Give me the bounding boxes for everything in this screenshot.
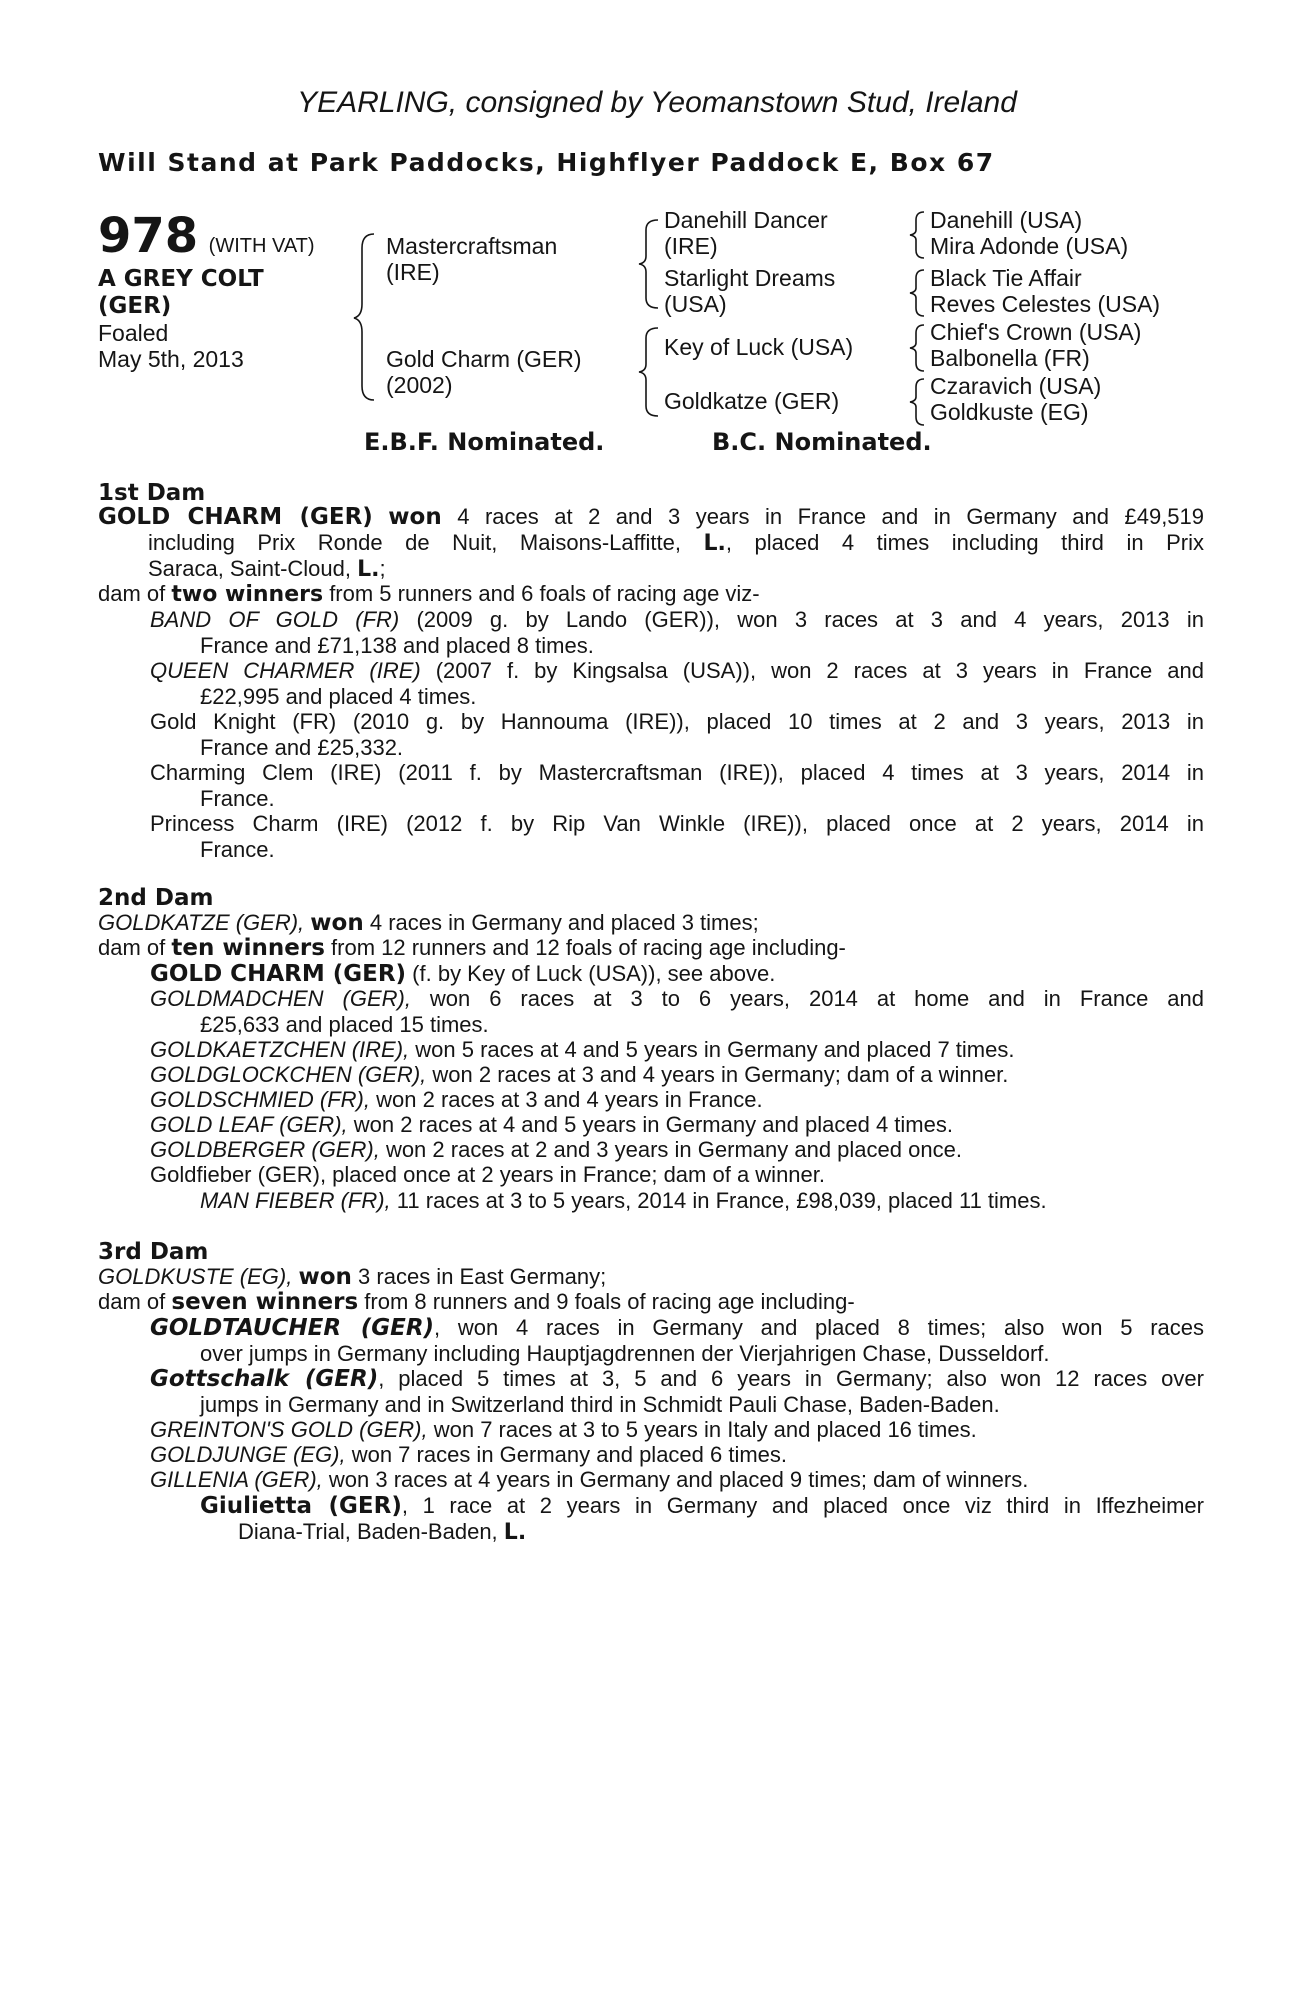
dam2-offspring-2: [150, 986, 1204, 1012]
pedigree-brace-main: [350, 232, 380, 402]
dam1-offspring-3: Gold Knight (FR) (2010 g. by Hannouma (IRE)), placed 10 times at 2 and 3 years, 2013 in: [150, 709, 1204, 734]
dam-name: Gold Charm (GER): [386, 346, 582, 372]
dam3-offspring-5-foal: [200, 1493, 1204, 1519]
dam2-line-1: [98, 910, 759, 936]
dam1-text: dam of: [98, 581, 166, 606]
ancestor-3: Black Tie Affair: [930, 265, 1082, 291]
offspring-name: Gottschalk (GER): [150, 1366, 379, 1392]
dam2-produce-summary: [98, 935, 846, 961]
dam1-offspring-5-cont: France.: [200, 837, 275, 862]
offspring-record: won 7 races in Germany and placed 6 times.: [351, 1442, 788, 1467]
dam3-won: won: [298, 1264, 352, 1290]
pedigree-brace-dam: [636, 326, 662, 418]
dam2-offspring-4: [150, 1062, 1008, 1088]
offspring-name: GREINTON'S GOLD (GER),: [150, 1417, 428, 1442]
offspring-name: GOLDTAUCHER (GER): [150, 1315, 435, 1341]
offspring-name: GOLD LEAF (GER),: [150, 1112, 348, 1137]
dam2-offspring-2-cont: £25,633 and placed 15 times.: [200, 1012, 489, 1037]
dam3-text: dam of: [98, 1289, 166, 1314]
lot-description-2: (GER): [98, 293, 172, 319]
dam3-produce-summary: [98, 1289, 855, 1315]
dam1-offspring-3-cont: France and £25,332.: [200, 735, 404, 760]
pedigree-brace-g4: [906, 377, 928, 427]
dam2-offspring-6: [150, 1112, 953, 1138]
dam1-offspring-1-cont: France and £71,138 and placed 8 times.: [200, 633, 594, 658]
offspring-record: 11 races at 3 to 5 years, 2014 in France, £98,039, placed 11 times.: [396, 1188, 1047, 1213]
offspring-record: won 3 races at 4 years in Germany and placed 9 times; dam of winners.: [328, 1467, 1029, 1492]
offspring-record: (2007 f. by Kingsalsa (USA)), won 2 races at 3 years in France and: [435, 658, 1204, 683]
dam1-text: Saraca, Saint-Cloud,: [148, 556, 351, 581]
offspring-name: QUEEN CHARMER (IRE): [150, 658, 421, 683]
offspring-record: (2009 g. by Lando (GER)), won 3 races at 3 and 4 years, 2013 in: [416, 607, 1204, 632]
ancestor-4: Reves Celestes (USA): [930, 291, 1161, 317]
dam1-offspring-2: [150, 658, 1204, 684]
sire-sire-name: Danehill Dancer: [664, 207, 828, 233]
offspring-name: Giulietta (GER): [200, 1493, 402, 1519]
dam2-name: GOLDKATZE (GER),: [98, 910, 305, 935]
pedigree-brace-g2: [906, 268, 928, 318]
offspring-record: won 2 races at 3 and 4 years in Germany; dam of a winner.: [432, 1062, 1009, 1087]
lot-description-1: A GREY COLT: [98, 266, 264, 292]
dam1-record: 4 races at 2 and 3 years in France and in Germany and £49,519: [457, 504, 1205, 529]
sire-country: (IRE): [386, 259, 440, 285]
offspring-name: MAN FIEBER (FR),: [200, 1188, 391, 1213]
ancestor-7: Czaravich (USA): [930, 373, 1102, 399]
offspring-record: won 2 races at 2 and 3 years in Germany and placed once.: [385, 1137, 962, 1162]
dam3-heading: 3rd Dam: [98, 1239, 209, 1265]
sire-name: Mastercraftsman: [386, 233, 558, 259]
offspring-record: (f. by Key of Luck (USA)), see above.: [412, 961, 776, 986]
dam3-offspring-1: [150, 1315, 1204, 1341]
offspring-record: , won 4 races in Germany and placed 8 times; also won 5 races: [434, 1315, 1205, 1340]
dam2-record: 4 races in Germany and placed 3 times;: [369, 910, 759, 935]
dam1-won: won: [388, 504, 442, 530]
dam1-offspring-4: Charming Clem (IRE) (2011 f. by Mastercraftsman (IRE)), placed 4 times at 3 years, 2014 in: [150, 760, 1204, 785]
dam1-name: GOLD CHARM (GER): [98, 504, 373, 530]
dam1-produce-summary: [98, 581, 760, 608]
ancestor-1: Danehill (USA): [930, 207, 1083, 233]
offspring-name: GOLDSCHMIED (FR),: [150, 1087, 370, 1112]
offspring-name: GOLDMADCHEN (GER),: [150, 986, 411, 1011]
dam2-offspring-7: [150, 1137, 962, 1163]
dam1-heading: 1st Dam: [98, 480, 206, 506]
dam1-line-1: [98, 504, 1204, 530]
offspring-record: won 5 races at 4 and 5 years in Germany and placed 7 times.: [415, 1037, 1015, 1062]
dam1-line-3: [148, 556, 386, 583]
dam-year: (2002): [386, 372, 453, 398]
dam3-offspring-1-cont: over jumps in Germany including Hauptjagdrennen der Vierjahrigen Chase, Dusseldorf.: [200, 1341, 1050, 1366]
dam3-offspring-2-cont: jumps in Germany and in Switzerland third in Schmidt Pauli Chase, Baden-Baden.: [200, 1392, 1000, 1417]
pedigree-brace-g3: [906, 323, 928, 373]
offspring-record: won 7 races at 3 to 5 years in Italy and placed 16 times.: [433, 1417, 977, 1442]
offspring-name: GILLENIA (GER),: [150, 1467, 323, 1492]
offspring-record: , placed 5 times at 3, 5 and 6 years in Germany; also won 12 races over: [378, 1366, 1204, 1391]
offspring-record: won 6 races at 3 to 6 years, 2014 at home and in France and: [429, 986, 1204, 1011]
dam3-offspring-2: [150, 1366, 1204, 1392]
sire-dam-name: Starlight Dreams: [664, 265, 836, 291]
dam1-offspring-4-cont: France.: [200, 786, 275, 811]
dam1-text: including Prix Ronde de Nuit, Maisons-Laffitte,: [148, 530, 681, 555]
consignment-title: YEARLING, consigned by Yeomanstown Stud, Ireland: [297, 86, 1017, 119]
dam2-text: dam of: [98, 935, 166, 960]
dam2-offspring-5: [150, 1087, 763, 1113]
dam2-text: from 12 runners and 12 foals of racing age including-: [331, 935, 846, 960]
winners-count: two winners: [171, 582, 324, 607]
offspring-name: GOLDGLOCKCHEN (GER),: [150, 1062, 427, 1087]
ancestor-6: Balbonella (FR): [930, 345, 1090, 371]
dam3-record: 3 races in East Germany;: [358, 1264, 607, 1289]
dam1-line-2: [148, 530, 1204, 557]
dam2-offspring-8-foal: [200, 1188, 1047, 1214]
dam3-line-1: [98, 1264, 606, 1290]
pedigree-brace-g1: [906, 210, 928, 260]
listed-mark: L.: [703, 531, 726, 556]
dam1-offspring-1: [150, 607, 1204, 633]
ebf-nominated: E.B.F. Nominated.: [364, 428, 605, 456]
dam1-text: ;: [379, 556, 386, 581]
sire-sire-country: (IRE): [664, 233, 718, 259]
ancestor-8: Goldkuste (EG): [930, 399, 1089, 425]
dam3-name: GOLDKUSTE (EG),: [98, 1264, 293, 1289]
pedigree-brace-sire: [636, 218, 662, 310]
offspring-record: won 2 races at 4 and 5 years in Germany and placed 4 times.: [353, 1112, 953, 1137]
foaled-date: May 5th, 2013: [98, 346, 244, 372]
dam2-won: won: [310, 910, 364, 936]
offspring-record: , 1 race at 2 years in Germany and placed once viz third in Iffezheimer: [401, 1493, 1204, 1518]
dam3-offspring-5-foal-cont: [238, 1519, 526, 1546]
foaled-label: Foaled: [98, 320, 169, 346]
dam3-offspring-5: [150, 1467, 1028, 1493]
offspring-name: BAND OF GOLD (FR): [150, 607, 400, 632]
offspring-name: GOLDJUNGE (EG),: [150, 1442, 346, 1467]
dam-dam-name: Goldkatze (GER): [664, 388, 840, 414]
winners-count: ten winners: [171, 935, 325, 961]
dam2-heading: 2nd Dam: [98, 885, 214, 911]
dam3-offspring-3: [150, 1417, 977, 1443]
listed-mark: L.: [357, 557, 380, 582]
offspring-record: Diana-Trial, Baden-Baden,: [238, 1519, 498, 1544]
listed-mark: L.: [503, 1520, 527, 1545]
dam2-offspring-8: Goldfieber (GER), placed once at 2 years in France; dam of a winner.: [150, 1162, 825, 1187]
dam3-text: from 8 runners and 9 foals of racing age including-: [364, 1289, 855, 1314]
dam1-text: from 5 runners and 6 foals of racing age viz-: [329, 581, 760, 606]
dam1-text: , placed 4 times including third in Prix: [725, 530, 1204, 555]
lot-number-block: [98, 210, 315, 262]
dam2-offspring-3: [150, 1037, 1014, 1063]
dam3-offspring-4: [150, 1442, 787, 1468]
winners-count: seven winners: [171, 1289, 359, 1315]
bc-nominated: B.C. Nominated.: [712, 428, 932, 456]
ancestor-2: Mira Adonde (USA): [930, 233, 1129, 259]
offspring-name: GOLDBERGER (GER),: [150, 1137, 380, 1162]
offspring-record: won 2 races at 3 and 4 years in France.: [376, 1087, 763, 1112]
dam1-offspring-5: Princess Charm (IRE) (2012 f. by Rip Van Winkle (IRE)), placed once at 2 years, 2014 in: [150, 811, 1204, 836]
dam-sire-name: Key of Luck (USA): [664, 334, 854, 360]
offspring-name: GOLDKAETZCHEN (IRE),: [150, 1037, 410, 1062]
ancestor-5: Chief's Crown (USA): [930, 319, 1142, 345]
vat-note: (WITH VAT): [208, 235, 315, 257]
stand-location: Will Stand at Park Paddocks, Highflyer Paddock E, Box 67: [98, 148, 995, 177]
offspring-name: GOLD CHARM (GER): [150, 961, 407, 987]
lot-number: 978: [98, 208, 199, 264]
sire-dam-country: (USA): [664, 291, 727, 317]
dam1-offspring-2-cont: £22,995 and placed 4 times.: [200, 684, 477, 709]
dam2-offspring-1: [150, 961, 775, 987]
